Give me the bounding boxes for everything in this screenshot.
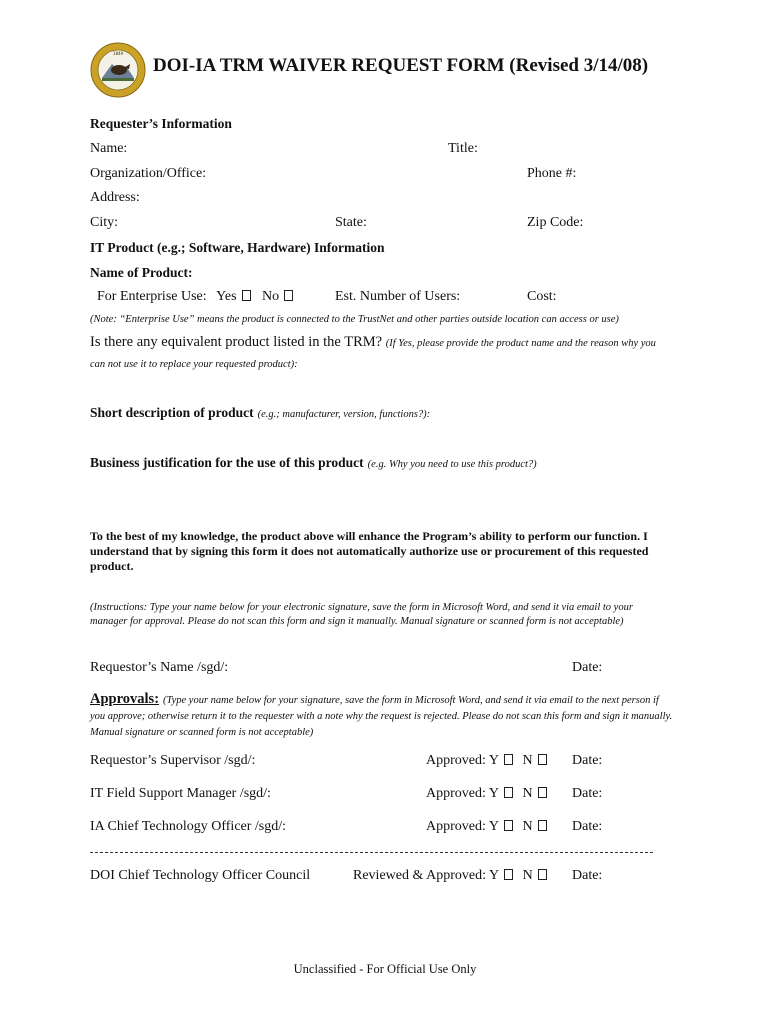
n-label: N — [522, 786, 533, 801]
council-approval — [353, 868, 547, 884]
supervisor-date-label: Date: — [572, 753, 603, 768]
org-label: Organization/Office: — [90, 166, 207, 181]
requester-heading: Requester’s Information — [90, 116, 232, 131]
cto-approval — [426, 819, 547, 835]
name-label: Name: — [90, 141, 128, 156]
council-label: DOI Chief Technology Officer Council — [90, 868, 311, 883]
n-label: N — [522, 819, 533, 834]
phone-label: Phone #: — [527, 166, 577, 181]
it-support-approval — [426, 786, 547, 802]
cto-yes-checkbox[interactable] — [504, 820, 513, 831]
council-no-checkbox[interactable] — [538, 869, 547, 880]
it-support-date-label: Date: — [572, 786, 603, 801]
n-label: N — [522, 868, 533, 883]
enterprise-no-label: No — [262, 289, 280, 304]
instructions-note: (Instructions: Type your name below for your electronic signature, save the form in Microsoft Word, and send it via email to your manager for approval. Please do not scan this form and sign it manually. Manual signature or scanned form is not acceptable) — [90, 602, 633, 627]
footer-classification: Unclassified - For Official Use Only — [293, 962, 477, 976]
svg-text:1849: 1849 — [112, 51, 124, 56]
council-date-label: Date: — [572, 868, 603, 883]
page-title: DOI-IA TRM WAIVER REQUEST FORM (Revised 3/14/08) — [153, 55, 649, 76]
enterprise-label: For Enterprise Use: — [97, 289, 207, 304]
short-description-hint: (e.g.; manufacturer, version, functions?): — [257, 409, 431, 420]
council-yes-checkbox[interactable] — [504, 869, 513, 880]
supervisor-approval — [426, 753, 547, 769]
approvals-note: (Type your name below for your signature, save the form in Microsoft Word, and send it via email to the next person if you approve; otherwise return it to the requester with a note why the request is rejected. Please do not scan this form and sign it manually. Manual signature or scanned form is not acceptable) — [90, 695, 673, 738]
it-support-yes-checkbox[interactable] — [504, 787, 513, 798]
short-description-label: Short description of product — [90, 405, 254, 420]
it-support-label: IT Field Support Manager /sgd/: — [90, 786, 271, 801]
title-label: Title: — [448, 141, 478, 156]
supervisor-label: Requestor’s Supervisor /sgd/: — [90, 753, 256, 768]
product-heading: IT Product (e.g.; Software, Hardware) Information — [90, 240, 385, 255]
requestor-date-label: Date: — [572, 660, 603, 675]
n-label: N — [522, 753, 533, 768]
requestor-name-label: Requestor’s Name /sgd/: — [90, 660, 229, 675]
separator-line — [90, 852, 653, 853]
est-users-label: Est. Number of Users: — [335, 289, 461, 304]
doi-seal-logo — [90, 42, 146, 98]
approved-label: Approved: Y — [426, 753, 499, 768]
zip-label: Zip Code: — [527, 215, 584, 230]
business-justification-label: Business justification for the use of this product — [90, 455, 364, 470]
product-name-label: Name of Product: — [90, 265, 193, 280]
cto-date-label: Date: — [572, 819, 603, 834]
business-justification-row — [90, 454, 537, 472]
supervisor-yes-checkbox[interactable] — [504, 754, 513, 765]
short-description-row — [90, 404, 430, 422]
cto-label: IA Chief Technology Officer /sgd/: — [90, 819, 287, 834]
enterprise-yes-label: Yes — [216, 289, 237, 304]
approved-label: Approved: Y — [426, 786, 499, 801]
knowledge-statement: To the best of my knowledge, the product above will enhance the Program’s ability to perform our function. I understand that by signing this form it does not automatically authorize use or procurement of this requested product. — [90, 529, 649, 573]
enterprise-use-row — [97, 289, 293, 305]
equivalent-question: Is there any equivalent product listed in the TRM? — [90, 334, 383, 350]
approved-label: Approved: Y — [426, 819, 499, 834]
business-justification-hint: (e.g. Why you need to use this product?) — [367, 459, 537, 470]
approvals-block — [90, 692, 675, 740]
reviewed-approved-label: Reviewed & Approved: Y — [353, 868, 500, 883]
cost-label: Cost: — [527, 289, 557, 304]
address-label: Address: — [90, 190, 140, 205]
state-label: State: — [335, 215, 367, 230]
approvals-heading: Approvals: — [90, 691, 160, 707]
it-support-no-checkbox[interactable] — [538, 787, 547, 798]
enterprise-yes-checkbox[interactable] — [242, 290, 251, 301]
enterprise-note: (Note: “Enterprise Use” means the product is connected to the TrustNet and other parties outside location can access or use) — [90, 314, 619, 325]
equivalent-hint-2: can not use it to replace your requested product): — [90, 359, 298, 370]
equivalent-hint-1: (If Yes, please provide the product name and the reason why you — [385, 338, 656, 349]
equivalent-question-row — [90, 334, 656, 351]
supervisor-no-checkbox[interactable] — [538, 754, 547, 765]
enterprise-no-checkbox[interactable] — [284, 290, 293, 301]
city-label: City: — [90, 215, 119, 230]
cto-no-checkbox[interactable] — [538, 820, 547, 831]
